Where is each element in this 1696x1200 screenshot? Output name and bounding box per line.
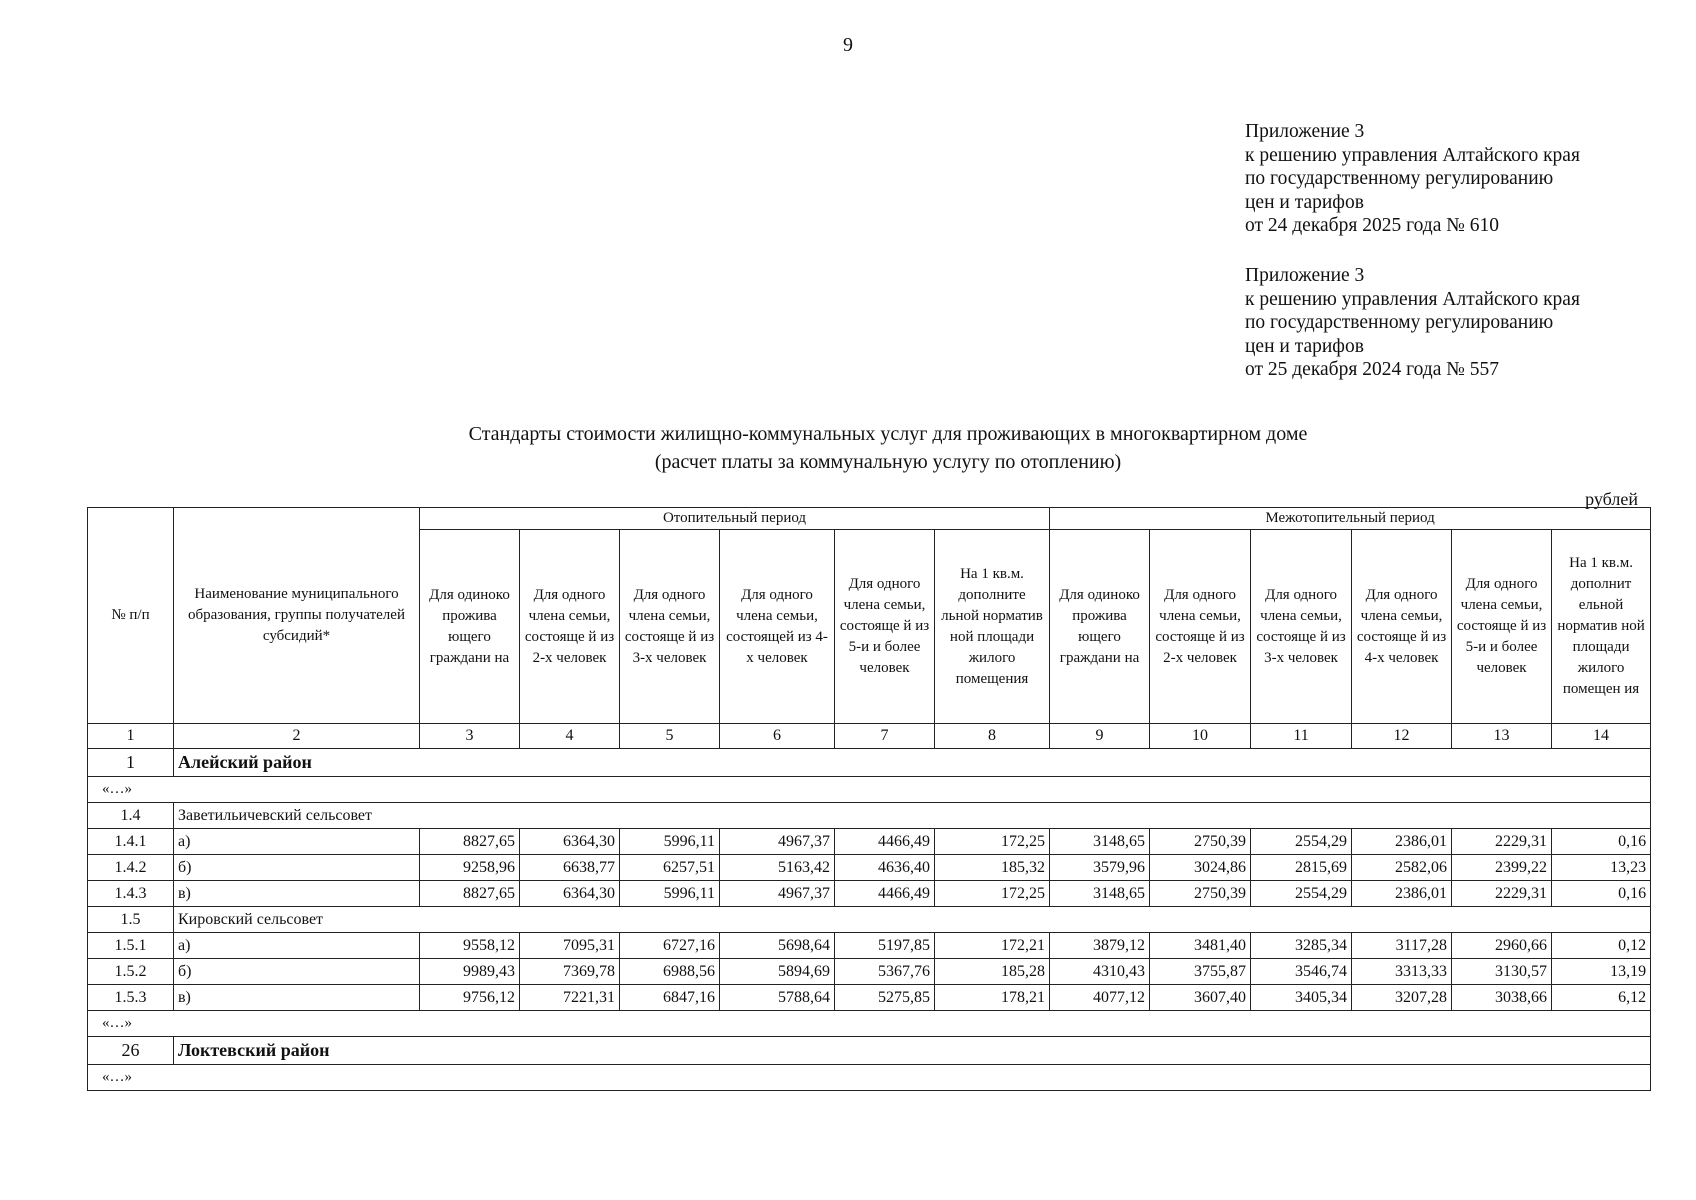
value-cell: 3755,87 (1150, 959, 1251, 985)
value-cell: 6364,30 (520, 829, 620, 855)
column-number: 1 (88, 724, 174, 749)
omission-row (88, 1011, 1651, 1037)
document-title: Стандарты стоимости жилищно-коммунальных услуг для проживающих в многоквартирном доме (468, 423, 1308, 445)
header-column: Для одного члена семьи, состояще й из 4-х человек (1352, 530, 1452, 724)
table-row (88, 881, 1651, 907)
value-cell: 2386,01 (1352, 881, 1452, 907)
appendix-line: к решению управления Алтайского края (1245, 144, 1580, 166)
value-cell: 2750,39 (1150, 881, 1251, 907)
settlement-name: Заветильичевский сельсовет (174, 803, 1651, 829)
row-number: 1.5.2 (88, 959, 174, 985)
value-cell: 3546,74 (1251, 959, 1352, 985)
value-cell: 9258,96 (420, 855, 520, 881)
column-number: 11 (1251, 724, 1352, 749)
value-cell: 2815,69 (1251, 855, 1352, 881)
value-cell: 0,12 (1552, 933, 1651, 959)
value-cell: 7095,31 (520, 933, 620, 959)
header-heating-period: Отопительный период (420, 508, 1050, 530)
value-cell: 5163,42 (720, 855, 835, 881)
column-number: 2 (174, 724, 420, 749)
header-column: Для одного члена семьи, состояще й из 5-и и более человек (1452, 530, 1552, 724)
value-cell: 2399,22 (1452, 855, 1552, 881)
value-cell: 2750,39 (1150, 829, 1251, 855)
value-cell: 3117,28 (1352, 933, 1452, 959)
value-cell: 0,16 (1552, 881, 1651, 907)
recipient-group: а) (174, 829, 420, 855)
value-cell: 2554,29 (1251, 881, 1352, 907)
header-name: Наименование муниципального образования, группы получателей субсидий* (174, 508, 420, 724)
value-cell: 3481,40 (1150, 933, 1251, 959)
value-cell: 4967,37 (720, 881, 835, 907)
appendix-line: по государственному регулированию (1245, 312, 1554, 333)
value-cell: 4310,43 (1050, 959, 1150, 985)
unit-label: рублей (1585, 489, 1638, 509)
header-column: На 1 кв.м. дополните льной норматив ной площади жилого помещения (935, 530, 1050, 724)
value-cell: 5894,69 (720, 959, 835, 985)
value-cell: 5788,64 (720, 985, 835, 1011)
table-row (88, 985, 1651, 1011)
column-number: 7 (835, 724, 935, 749)
header-column: На 1 кв.м. дополнит ельной норматив ной площади жилого помещен ия (1552, 530, 1651, 724)
value-cell: 172,25 (935, 881, 1050, 907)
value-cell: 172,21 (935, 933, 1050, 959)
value-cell: 4967,37 (720, 829, 835, 855)
value-cell: 3207,28 (1352, 985, 1452, 1011)
header-column: Для одного члена семьи, состояще й из 2-х человек (1150, 530, 1251, 724)
row-number: 1.5.1 (88, 933, 174, 959)
header-non-heating-period: Межотопительный период (1050, 508, 1651, 530)
settlement-name: Кировский сельсовет (174, 907, 1651, 933)
value-cell: 2554,29 (1251, 829, 1352, 855)
column-number-row (88, 724, 1651, 749)
table-row (88, 855, 1651, 881)
value-cell: 9989,43 (420, 959, 520, 985)
column-number: 10 (1150, 724, 1251, 749)
value-cell: 9558,12 (420, 933, 520, 959)
appendix-previous-reference (1245, 264, 1665, 382)
column-number: 6 (720, 724, 835, 749)
row-number: 1.5 (88, 907, 174, 933)
table-row (88, 933, 1651, 959)
value-cell: 3607,40 (1150, 985, 1251, 1011)
value-cell: 3879,12 (1050, 933, 1150, 959)
value-cell: 8827,65 (420, 829, 520, 855)
appendix-current-reference (1245, 120, 1665, 238)
value-cell: 6638,77 (520, 855, 620, 881)
value-cell: 172,25 (935, 829, 1050, 855)
row-number: 1.4 (88, 803, 174, 829)
appendix-line: цен и тарифов (1245, 191, 1364, 213)
value-cell: 185,32 (935, 855, 1050, 881)
district-row (88, 1037, 1651, 1065)
recipient-group: в) (174, 985, 420, 1011)
column-number: 5 (620, 724, 720, 749)
row-number: 1.4.3 (88, 881, 174, 907)
column-number: 12 (1352, 724, 1452, 749)
value-cell: 3579,96 (1050, 855, 1150, 881)
value-cell: 6,12 (1552, 985, 1651, 1011)
value-cell: 3148,65 (1050, 829, 1150, 855)
value-cell: 7221,31 (520, 985, 620, 1011)
value-cell: 3313,33 (1352, 959, 1452, 985)
column-number: 14 (1552, 724, 1651, 749)
header-column: Для одного члена семьи, состоящей из 4-х человек (720, 530, 835, 724)
page-number: 9 (843, 34, 853, 56)
header-column: Для одного члена семьи, состояще й из 5-и и более человек (835, 530, 935, 724)
recipient-group: б) (174, 855, 420, 881)
value-cell: 5367,76 (835, 959, 935, 985)
recipient-group: а) (174, 933, 420, 959)
value-cell: 0,16 (1552, 829, 1651, 855)
header-column: Для одного члена семьи, состояще й из 3-х человек (1251, 530, 1352, 724)
appendix-line: Приложение 3 (1245, 265, 1365, 286)
row-number: 1.4.2 (88, 855, 174, 881)
omission-mark: «…» (88, 1011, 1651, 1037)
value-cell: 6988,56 (620, 959, 720, 985)
value-cell: 3038,66 (1452, 985, 1552, 1011)
value-cell: 5996,11 (620, 881, 720, 907)
district-name: Локтевский район (174, 1037, 1651, 1065)
value-cell: 7369,78 (520, 959, 620, 985)
recipient-group: б) (174, 959, 420, 985)
value-cell: 2229,31 (1452, 881, 1552, 907)
tariff-table (87, 507, 1651, 1091)
value-cell: 6364,30 (520, 881, 620, 907)
appendix-line: от 25 декабря 2024 года № 557 (1245, 359, 1499, 380)
value-cell: 4077,12 (1050, 985, 1150, 1011)
row-number: 26 (88, 1037, 174, 1065)
district-row (88, 749, 1651, 777)
appendix-line: к решению управления Алтайского края (1245, 288, 1580, 310)
value-cell: 4466,49 (835, 881, 935, 907)
column-number: 3 (420, 724, 520, 749)
row-number: 1 (88, 749, 174, 777)
value-cell: 3130,57 (1452, 959, 1552, 985)
value-cell: 4636,40 (835, 855, 935, 881)
table-row (88, 829, 1651, 855)
omission-mark: «…» (88, 777, 1651, 803)
appendix-line: по государственному регулированию (1245, 168, 1554, 189)
header-column: Для одиноко прожива ющего граждани на (1050, 530, 1150, 724)
value-cell: 6847,16 (620, 985, 720, 1011)
column-number: 4 (520, 724, 620, 749)
value-cell: 2960,66 (1452, 933, 1552, 959)
recipient-group: в) (174, 881, 420, 907)
value-cell: 2386,01 (1352, 829, 1452, 855)
omission-row (88, 777, 1651, 803)
value-cell: 13,23 (1552, 855, 1651, 881)
value-cell: 6257,51 (620, 855, 720, 881)
value-cell: 3024,86 (1150, 855, 1251, 881)
header-column: Для одного члена семьи, состояще й из 3-х человек (620, 530, 720, 724)
value-cell: 3405,34 (1251, 985, 1352, 1011)
value-cell: 5996,11 (620, 829, 720, 855)
district-name: Алейский район (174, 749, 1651, 777)
value-cell: 5197,85 (835, 933, 935, 959)
value-cell: 2582,06 (1352, 855, 1452, 881)
value-cell: 185,28 (935, 959, 1050, 985)
column-number: 9 (1050, 724, 1150, 749)
value-cell: 4466,49 (835, 829, 935, 855)
settlement-row (88, 803, 1651, 829)
appendix-line: от 24 декабря 2025 года № 610 (1245, 215, 1499, 236)
appendix-line: цен и тарифов (1245, 335, 1364, 357)
value-cell: 5698,64 (720, 933, 835, 959)
column-number: 13 (1452, 724, 1552, 749)
header-column: Для одного члена семьи, состояще й из 2-х человек (520, 530, 620, 724)
table-row (88, 959, 1651, 985)
value-cell: 9756,12 (420, 985, 520, 1011)
settlement-row (88, 907, 1651, 933)
row-number: 1.4.1 (88, 829, 174, 855)
value-cell: 5275,85 (835, 985, 935, 1011)
column-number: 8 (935, 724, 1050, 749)
omission-row (88, 1065, 1651, 1091)
value-cell: 6727,16 (620, 933, 720, 959)
value-cell: 2229,31 (1452, 829, 1552, 855)
value-cell: 178,21 (935, 985, 1050, 1011)
header-column: Для одиноко прожива ющего граждани на (420, 530, 520, 724)
header-number: № п/п (88, 508, 174, 724)
document-subtitle: (расчет платы за коммунальную услугу по отоплению) (654, 451, 1122, 473)
value-cell: 3285,34 (1251, 933, 1352, 959)
omission-mark: «…» (88, 1065, 1651, 1091)
value-cell: 3148,65 (1050, 881, 1150, 907)
value-cell: 13,19 (1552, 959, 1651, 985)
row-number: 1.5.3 (88, 985, 174, 1011)
value-cell: 8827,65 (420, 881, 520, 907)
appendix-line: Приложение 3 (1245, 121, 1365, 142)
